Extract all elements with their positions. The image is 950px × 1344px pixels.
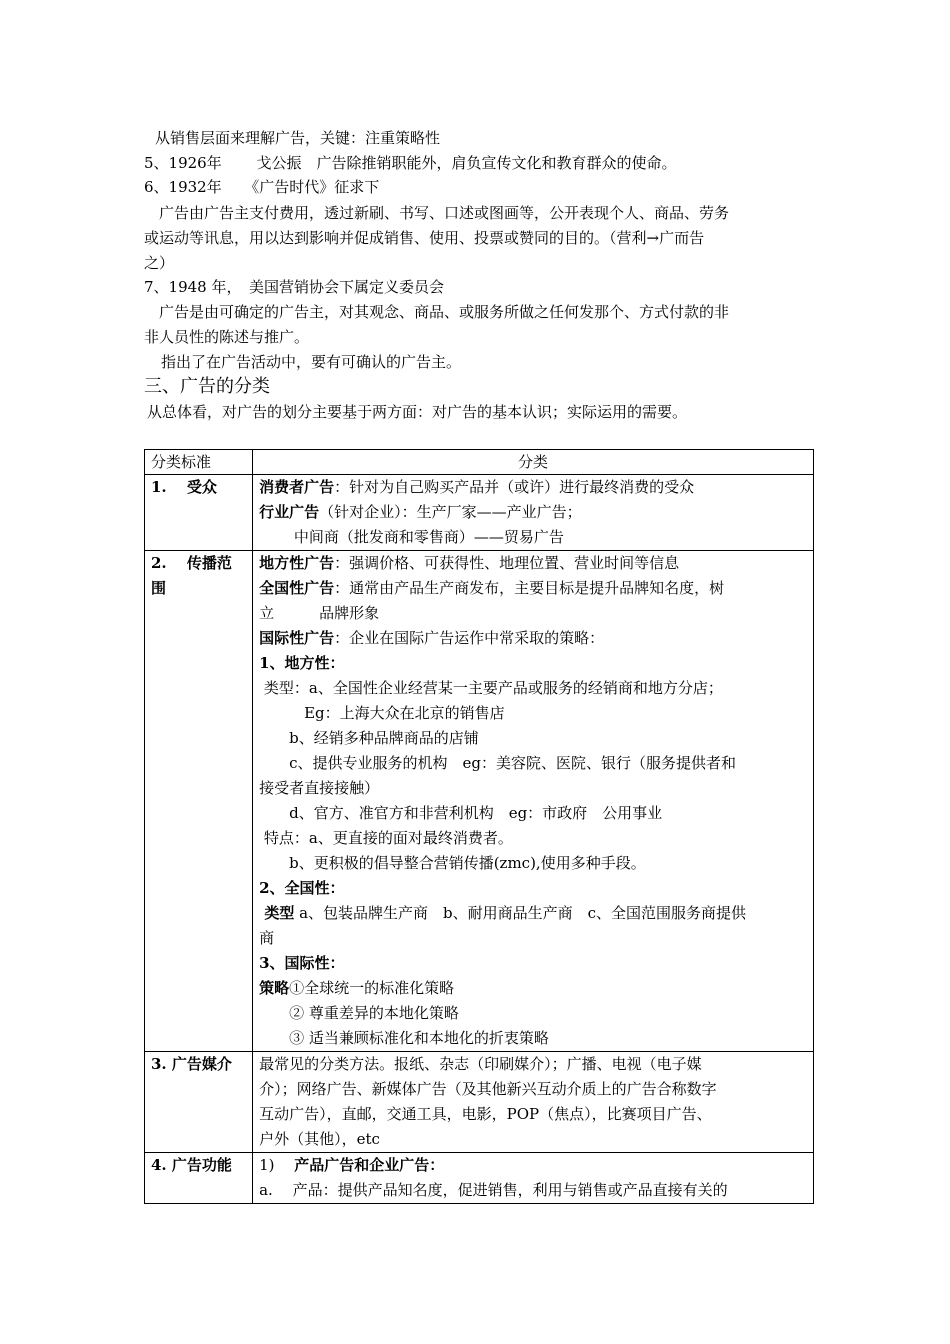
category-text: c、提供专业服务的机构 eg：美容院、医院、银行（服务提供者和 <box>259 754 736 772</box>
category-line <box>259 851 807 876</box>
category-term: 国际性广告 <box>259 629 335 647</box>
category-line <box>259 1178 807 1203</box>
category-cell <box>253 475 814 551</box>
category-text: ①全球统一的标准化策略 <box>289 979 455 997</box>
criterion-label: 1. 受众 <box>151 478 217 496</box>
table-row <box>145 1052 814 1153</box>
criterion-label: 3. 广告媒介 <box>151 1055 232 1073</box>
criterion-cell <box>145 551 253 1052</box>
category-line <box>259 901 807 926</box>
category-text: 户外（其他），etc <box>259 1130 380 1148</box>
intro-line-5: 或运动等讯息，用以达到影响并促成销售、使用、投票或赞同的目的。（营利→广而告 <box>144 229 705 247</box>
category-text: 商 <box>259 929 275 947</box>
category-text: a、包装品牌生产商 b、耐用商品生产商 c、全国范围服务商提供 <box>294 904 747 922</box>
category-line <box>259 1127 807 1152</box>
intro-line-3: 6、1932年 《广告时代》征求下 <box>144 178 380 196</box>
category-text: ：通常由产品生产商发布，主要目标是提升品牌知名度，树 <box>334 579 725 597</box>
category-term: 3、国际性： <box>259 954 345 972</box>
category-line <box>259 651 807 676</box>
header-criterion: 分类标准 <box>145 450 253 475</box>
category-line <box>259 801 807 826</box>
criterion-label: 4. 广告功能 <box>151 1156 232 1174</box>
category-text: 接受者直接接触） <box>259 779 380 797</box>
category-text: a. 产品：提供产品知名度，促进销售，利用与销售或产品直接有关的 <box>259 1181 728 1199</box>
category-text: 1) <box>259 1156 295 1174</box>
criterion-cell <box>145 1153 253 1204</box>
category-line <box>259 626 807 651</box>
category-line <box>259 601 807 626</box>
classification-table <box>144 449 814 1204</box>
category-line <box>259 525 807 550</box>
section-subtitle: 从总体看，对广告的划分主要基于两方面：对广告的基本认识；实际运用的需要。 <box>147 403 688 421</box>
category-line <box>259 751 807 776</box>
category-line <box>259 1102 807 1127</box>
category-line <box>259 876 807 901</box>
category-text: Eg：上海大众在北京的销售店 <box>259 704 505 722</box>
table-header-row <box>145 450 814 475</box>
intro-line-6: 之） <box>144 254 175 272</box>
intro-line-2: 5、1926年 戈公振 广告除推销职能外，肩负宣传文化和教育群众的使命。 <box>144 154 677 172</box>
category-line <box>259 576 807 601</box>
table-row <box>145 1153 814 1204</box>
category-text: ：针对为自己购买产品并（或许）进行最终消费的受众 <box>334 478 695 496</box>
header-category: 分类 <box>253 450 814 475</box>
category-text: 最常见的分类方法。报纸、杂志（印刷媒介）；广播、电视（电子媒 <box>259 1055 702 1073</box>
category-line <box>259 701 807 726</box>
category-line <box>259 676 807 701</box>
category-line <box>259 1001 807 1026</box>
category-text: 介）；网络广告、新媒体广告（及其他新兴互动介质上的广告合称数字 <box>259 1080 717 1098</box>
category-text: ：企业在国际广告运作中常采取的策略： <box>334 629 605 647</box>
table-body <box>145 475 814 1204</box>
category-term: 2、全国性： <box>259 879 345 897</box>
category-line <box>259 1077 807 1102</box>
category-term: 地方性广告 <box>259 554 335 572</box>
category-term: 行业广告 <box>259 503 320 521</box>
category-cell <box>253 1052 814 1153</box>
category-line <box>259 976 807 1001</box>
category-line <box>259 1052 807 1077</box>
criterion-label: 2. 传播范围 <box>151 554 232 597</box>
intro-line-4: 广告由广告主支付费用，透过新刷、书写、口述或图画等，公开表现个人、商品、劳务 <box>159 204 730 222</box>
category-term: 类型 <box>259 904 295 922</box>
criterion-cell <box>145 1052 253 1153</box>
category-line <box>259 926 807 951</box>
table-row <box>145 551 814 1052</box>
category-text: （针对企业）：生产厂家——产业广告； <box>319 503 582 521</box>
category-line <box>259 551 807 576</box>
criterion-cell <box>145 475 253 551</box>
category-text: 互动广告），直邮，交通工具，电影，POP（焦点），比赛项目广告、 <box>259 1105 712 1123</box>
category-line <box>259 826 807 851</box>
category-text: ：强调价格、可获得性、地理位置、营业时间等信息 <box>334 554 680 572</box>
category-text: 类型：a、全国性企业经营某一主要产品或服务的经销商和地方分店； <box>259 679 723 697</box>
category-text: d、官方、准官方和非营利机构 eg：市政府 公用事业 <box>259 804 663 822</box>
category-text: b、经销多种品牌商品的店铺 <box>259 729 479 747</box>
category-text: ③ 适当兼顾标准化和本地化的折衷策略 <box>259 1029 549 1047</box>
intro-line-7: 7、1948 年， 美国营销协会下属定义委员会 <box>144 278 444 296</box>
section-heading: 三、广告的分类 <box>144 376 270 397</box>
category-line <box>259 475 807 500</box>
category-text: b、更积极的倡导整合营销传播(zmc),使用多种手段。 <box>259 854 646 872</box>
category-term: 1、地方性： <box>259 654 345 672</box>
intro-line-8: 广告是由可确定的广告主，对其观念、商品、或服务所做之任何发那个、方式付款的非 <box>159 303 730 321</box>
category-text: ② 尊重差异的本地化策略 <box>259 1004 459 1022</box>
intro-line-9: 非人员性的陈述与推广。 <box>144 328 310 346</box>
category-term: 消费者广告 <box>259 478 335 496</box>
category-line <box>259 500 807 525</box>
category-text: 立 品牌形象 <box>259 604 380 622</box>
table-row <box>145 475 814 551</box>
category-term: 策略 <box>259 979 290 997</box>
category-text: 特点：a、更直接的面对最终消费者。 <box>259 829 513 847</box>
category-line <box>259 776 807 801</box>
category-cell <box>253 1153 814 1204</box>
category-term: 产品广告和企业广告： <box>294 1156 445 1174</box>
category-line <box>259 726 807 751</box>
category-line <box>259 1026 807 1051</box>
category-line <box>259 1153 807 1178</box>
category-term: 全国性广告 <box>259 579 335 597</box>
category-line <box>259 951 807 976</box>
category-cell <box>253 551 814 1052</box>
category-text: 中间商（批发商和零售商）——贸易广告 <box>259 528 564 546</box>
intro-line-10: 指出了在广告活动中，要有可确认的广告主。 <box>161 353 462 371</box>
intro-line-1: 从销售层面来理解广告，关键：注重策略性 <box>155 129 441 147</box>
